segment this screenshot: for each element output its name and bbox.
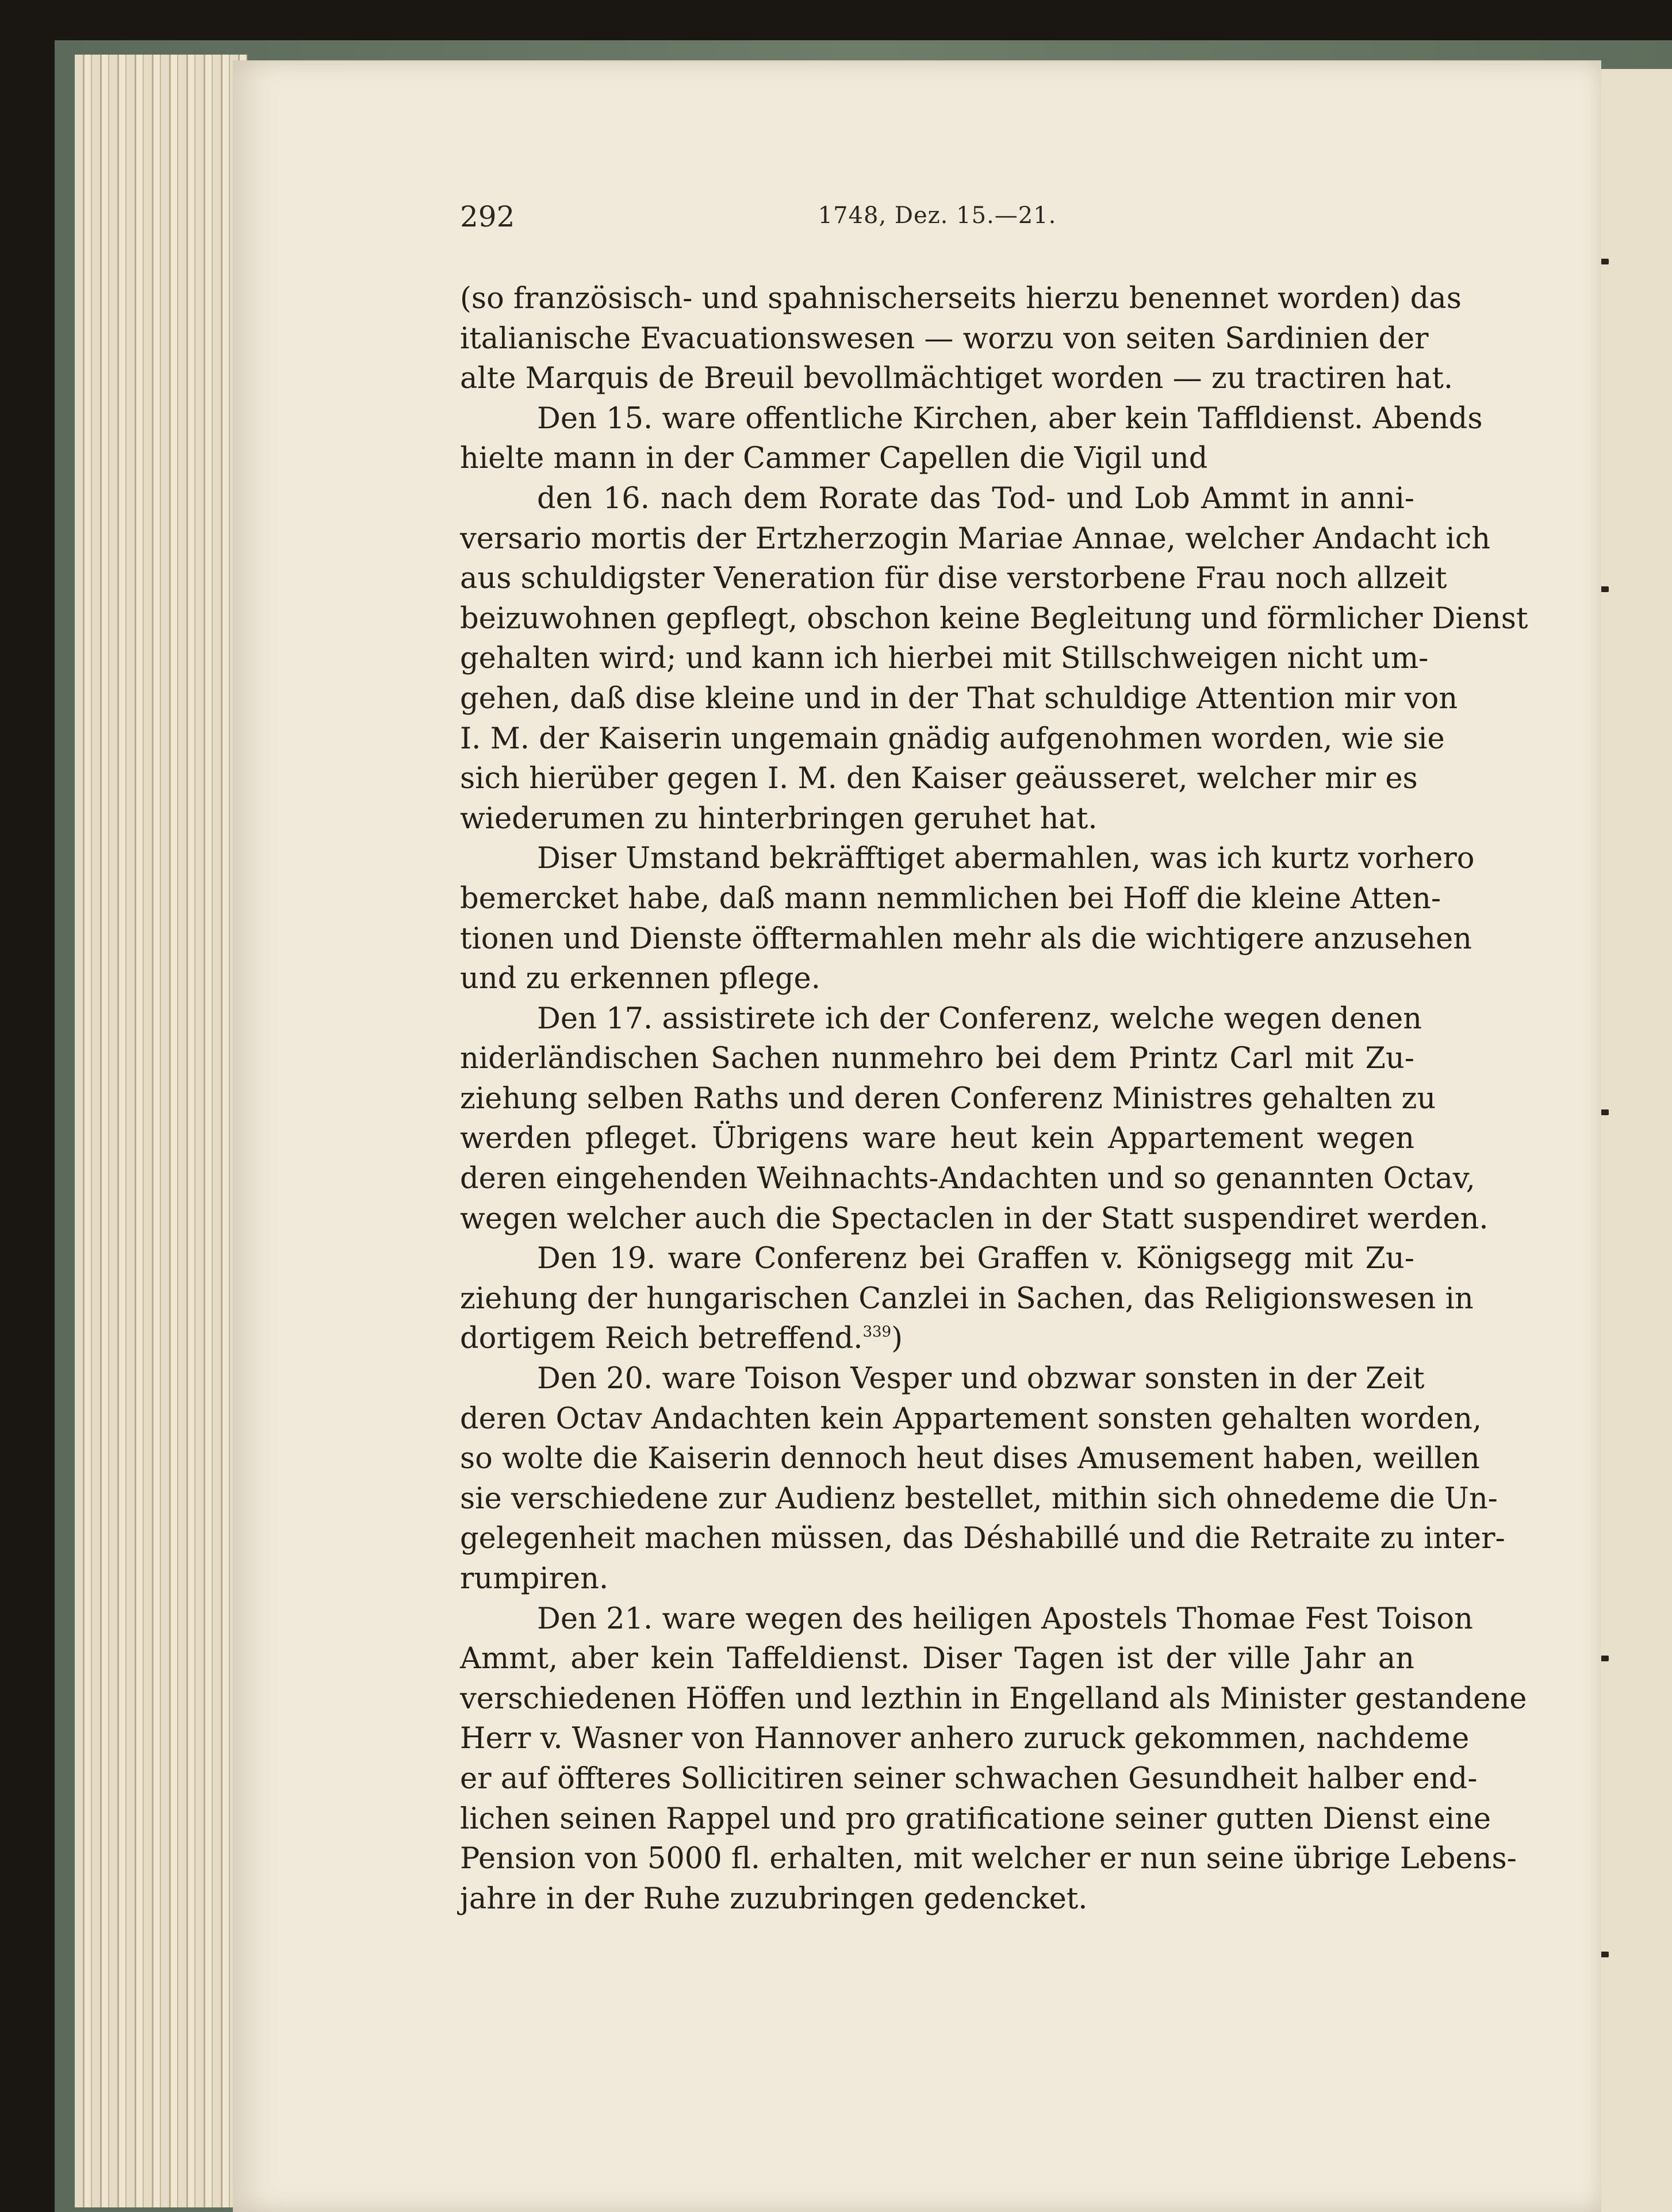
text-line <box>460 839 1475 879</box>
text-line <box>460 1479 1498 1519</box>
text-line <box>460 1639 1414 1679</box>
text-line-content: lichen seinen Rappel und pro gratificatione seiner gutten Dienst eine <box>460 1802 1491 1836</box>
facing-page-edge <box>1593 69 1672 2212</box>
text-line-content: ziehung selben Raths und deren Conferenz Ministres gehalten zu <box>460 1081 1436 1116</box>
text-line <box>460 1359 1425 1399</box>
text-line <box>460 479 1414 519</box>
text-line <box>460 319 1429 359</box>
text-line-content: wegen welcher auch die Spectaclen in der Statt suspendiret werden. <box>460 1201 1489 1236</box>
text-line <box>460 519 1491 559</box>
page-header <box>460 200 1414 246</box>
text-line-content: sich hierüber gegen I. M. den Kaiser geäusseret, welcher mir es <box>460 762 1418 796</box>
text-line <box>460 1079 1436 1119</box>
text-line <box>460 399 1483 439</box>
text-line <box>460 1559 1414 1599</box>
text-line <box>460 1239 1414 1279</box>
text-line-content: Den 17. assistirete ich der Conferenz, welche wegen denen <box>537 1001 1422 1036</box>
text-line <box>460 1199 1489 1239</box>
text-line-content: aus schuldigster Veneration für dise verstorbene Frau noch allzeit <box>460 562 1447 596</box>
text-line-content: Den 20. ware Toison Vesper und obzwar sonsten in der Zeit <box>537 1362 1425 1396</box>
text-line <box>460 279 1462 319</box>
text-line <box>460 1399 1482 1439</box>
text-line-suffix: ) <box>891 1322 903 1356</box>
text-line <box>460 959 1414 999</box>
text-line-content: Diser Umstand bekräfftiget abermahlen, was ich kurtz vorhero <box>537 842 1475 876</box>
text-line-content: werden pfleget. Übrigens ware heut kein Appartement wegen <box>460 1122 1414 1156</box>
text-line-content: deren eingehenden Weihnachts-Andachten und so genannten Octav, <box>460 1162 1475 1196</box>
text-line-content: Den 19. ware Conferenz bei Graffen v. Königsegg mit Zu- <box>537 1242 1414 1276</box>
text-line-content: gehen, daß dise kleine und in der That schuldige Attention mir von <box>460 681 1458 716</box>
text-line <box>460 919 1472 959</box>
text-line-content: und zu erkennen pflege. <box>460 962 820 996</box>
text-line <box>460 1759 1478 1799</box>
text-line <box>460 639 1429 679</box>
text-line-content: wiederumen zu hinterbringen geruhet hat. <box>460 801 1098 836</box>
text-line-content: Den 15. ware offentliche Kirchen, aber kein Taffldienst. Abends <box>537 401 1483 436</box>
text-line-content: er auf öffteres Sollicitiren seiner schwachen Gesundheit halber end- <box>460 1761 1478 1796</box>
text-line <box>460 799 1414 839</box>
text-line <box>460 599 1528 639</box>
text-line <box>460 559 1447 599</box>
text-line <box>460 439 1414 479</box>
text-line <box>460 1279 1474 1319</box>
text-line-content: gelegenheit machen müssen, das Déshabillé und die Retraite zu inter- <box>460 1522 1505 1556</box>
text-line-content: hielte mann in der Cammer Capellen die Vigil und <box>460 441 1208 476</box>
text-line-content: versario mortis der Ertzherzogin Mariae Annae, welcher Andacht ich <box>460 521 1491 556</box>
text-line <box>460 359 1454 399</box>
text-line-content: gehalten wird; und kann ich hierbei mit Stillschweigen nicht um- <box>460 642 1429 676</box>
text-line <box>460 719 1445 759</box>
text-line <box>460 1839 1517 1879</box>
text-line-content: sie verschiedene zur Audienz bestellet, mithin sich ohnedeme die Un- <box>460 1481 1498 1516</box>
text-line-content: alte Marquis de Breuil bevollmächtiget worden — zu tractiren hat. <box>460 362 1454 396</box>
text-line-content: bemercket habe, daß mann nemmlichen bei Hoff die kleine Atten- <box>460 881 1441 916</box>
text-line-content: niderländischen Sachen nunmehro bei dem Printz Carl mit Zu- <box>460 1042 1414 1076</box>
text-line-content: dortigem Reich betreffend. <box>460 1322 863 1356</box>
text-line-content: I. M. der Kaiserin ungemain gnädig aufgenohmen worden, wie sie <box>460 721 1445 756</box>
running-head: 1748, Dez. 15.—21. <box>818 202 1057 229</box>
text-line <box>460 999 1422 1039</box>
text-line-content: Herr v. Wasner von Hannover anhero zuruck gekommen, nachdeme <box>460 1722 1470 1756</box>
page-edges <box>75 55 247 2207</box>
text-line <box>460 1439 1480 1479</box>
text-line-content: verschiedenen Höffen und lezthin in Engelland als Minister gestandene <box>460 1681 1527 1716</box>
text-line <box>460 1119 1414 1159</box>
text-line-content: beizuwohnen gepflegt, obschon keine Begleitung und förmlicher Dienst <box>460 601 1528 636</box>
text-line <box>460 1719 1470 1759</box>
text-line <box>460 879 1441 919</box>
text-line-content: so wolte die Kaiserin dennoch heut dises Amusement haben, weillen <box>460 1442 1480 1476</box>
text-line-content: (so französisch- und spahnischerseits hierzu benennet worden) das <box>460 282 1462 316</box>
text-line <box>460 1799 1491 1840</box>
text-line-content: tionen und Dienste öfftermahlen mehr als die wichtigere anzusehen <box>460 921 1472 956</box>
text-line-content: ziehung der hungarischen Canzlei in Sachen, das Religionswesen in <box>460 1281 1474 1316</box>
body-text <box>460 279 1528 1919</box>
text-line <box>460 679 1458 719</box>
text-line-content: Ammt, aber kein Taffeldienst. Diser Tagen ist der ville Jahr an <box>460 1642 1414 1676</box>
footnote-reference: 339 <box>862 1323 892 1341</box>
text-line <box>460 1879 1414 1919</box>
text-line-content: Pension von 5000 fl. erhalten, mit welcher er nun seine übrige Lebens- <box>460 1842 1517 1876</box>
text-line-content: jahre in der Ruhe zuzubringen gedencket. <box>460 1881 1088 1916</box>
text-line-content: den 16. nach dem Rorate das Tod- und Lob Ammt in anni- <box>537 481 1414 516</box>
page-number: 292 <box>460 200 515 233</box>
text-line-content: deren Octav Andachten kein Appartement sonsten gehalten worden, <box>460 1401 1482 1436</box>
text-line <box>460 1319 1414 1359</box>
text-line-content: rumpiren. <box>460 1562 609 1596</box>
text-line-content: italianische Evacuationswesen — worzu von seiten Sardinien der <box>460 321 1429 356</box>
text-line <box>460 1519 1505 1559</box>
text-line <box>460 759 1418 799</box>
text-line <box>460 1679 1527 1719</box>
text-line <box>460 1039 1414 1079</box>
text-line <box>460 1599 1473 1639</box>
text-line-content: Den 21. ware wegen des heiligen Apostels Thomae Fest Toison <box>537 1602 1473 1636</box>
text-line <box>460 1159 1475 1199</box>
